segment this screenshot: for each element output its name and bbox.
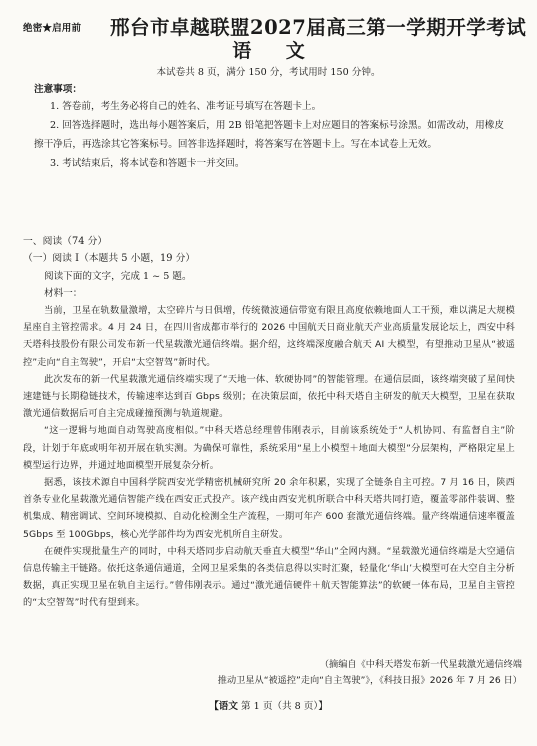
paragraph: “这一逻辑与地面自动驾驶高度相似。”中科天塔总经理曾伟刚表示，目前该系统处于“人机协同、有监督自主”阶段，计划于年底或明年初开展在轨实测。为确保可靠性，系统采用“星上小模型＋地面大模型”分层架构，严格限定星上模型运行边界，并通过地面模型开展复杂分析。 (23, 425, 515, 471)
page-footer (0, 698, 537, 712)
confidential-tag: 绝密★启用前 (23, 23, 82, 34)
footer-subject: 【语文 (209, 701, 238, 712)
exam-info: 本试卷共 8 页，满分 150 分，考试用时 150 分钟。 (156, 67, 381, 78)
notice-item: 3. 考试结束后，将本试卷和答题卡一并交回。 (50, 158, 245, 169)
source-citation (0, 657, 522, 689)
material-text (23, 302, 515, 612)
paragraph: 当前，卫星在轨数量激增，太空碎片与日俱增，传统微波通信带宽有限且高度依赖地面人工干预，难以满足大规模星座自主管控需求。4 月 24 日，在四川省成都市举行的 2026 中国航天日商业航天产业高质量发展论坛上，西安中科天塔科技股份有限公司发布新一代星载激光通信终端。据介绍，这终端深度融合航天 AI 大模型，有望推动卫星从“被遥控”走向“自主驾驶”，开启“太空智驾”新时代。 (23, 305, 515, 368)
section-title: 一、阅读（74 分） (23, 236, 108, 247)
notice-title: 注意事项： (34, 84, 82, 95)
notice-item: 2. 回答选择题时，选出每小题答案后，用 2B 铅笔把答题卡上对应题目的答案标号涂黑。如需改动，用橡皮擦干净后，再选涂其它答案标号。回答非选择题时，将答案写在答题卡上。写在本试卷上无效。 (34, 120, 504, 150)
exam-header (0, 8, 537, 38)
paragraph: 在硬件实现批量生产的同时，中科天塔同步启动航天垂直大模型“华山”全网内测。“星载激光通信终端是大空通信信息传输主干链路。依托这条通信通道，全网卫星采集的各类信息得以实时汇聚，轻量化‘华山’大模型可在大空自主分析数据，真正实现卫星在轨自主运行。”曾伟刚表示。通过“激光通信硬件＋航天智能算法”的软硬一体布局，卫星自主管控的“太空智驾”时代有望到来。 (23, 545, 515, 609)
notice-item: 1. 答卷前，考生务必将自己的姓名、准考证号填写在答题卡上。 (50, 101, 322, 112)
subject-title: 语 文 (232, 40, 319, 62)
source-line: 推动卫星从“被遥控”走向“自主驾驶”》，《科技日报》2026 年 7 月 26 日） (217, 675, 522, 686)
material-label: 材料一： (44, 288, 83, 299)
notice-list (34, 97, 504, 173)
source-line: （摘编自《中科天塔发布新一代星载激光通信终端 (319, 659, 522, 670)
exam-title: 邢台市卓越联盟2027届高三第一学期开学考试 (110, 16, 527, 39)
footer-page-info: 第 1 页（共 8 页）】 (241, 701, 328, 712)
paragraph: 据悉，该技术源自中国科学院西安光学精密机械研究所 20 余年积累，实现了全链条自主可控。7 月 16 日，陕西首条专业化星载激光通信智能产线在西安正式投产。该产线由西安光机所联合中科天塔共同打造，覆盖零部件装调、整机集成、精密调试、空间环境模拟、自动化检测全生产流程，一期可年产 600 套激光通信终端。量产终端通信速率覆盖 5Gbps 至 100Gbps，核心光学部件均为西安光机所自主研发。 (23, 477, 515, 540)
reading-instruction: 阅读下面的文字，完成 1 ~ 5 题。 (44, 271, 192, 282)
paragraph: 此次发布的新一代星载激光通信终端实现了“天地一体、软硬协同”的智能管理。在通信层面，该终端突破了星间快速建链与长期稳链技术，传输速率达到百 Gbps 级别；在决策层面，依托中科天塔自主研发的航天大模型，卫星在获取激光通信数据后可自主完成碰撞预测与轨道规避。 (23, 373, 515, 420)
section-subtitle: （一）阅读 Ⅰ（本题共 5 小题，19 分） (23, 253, 196, 264)
